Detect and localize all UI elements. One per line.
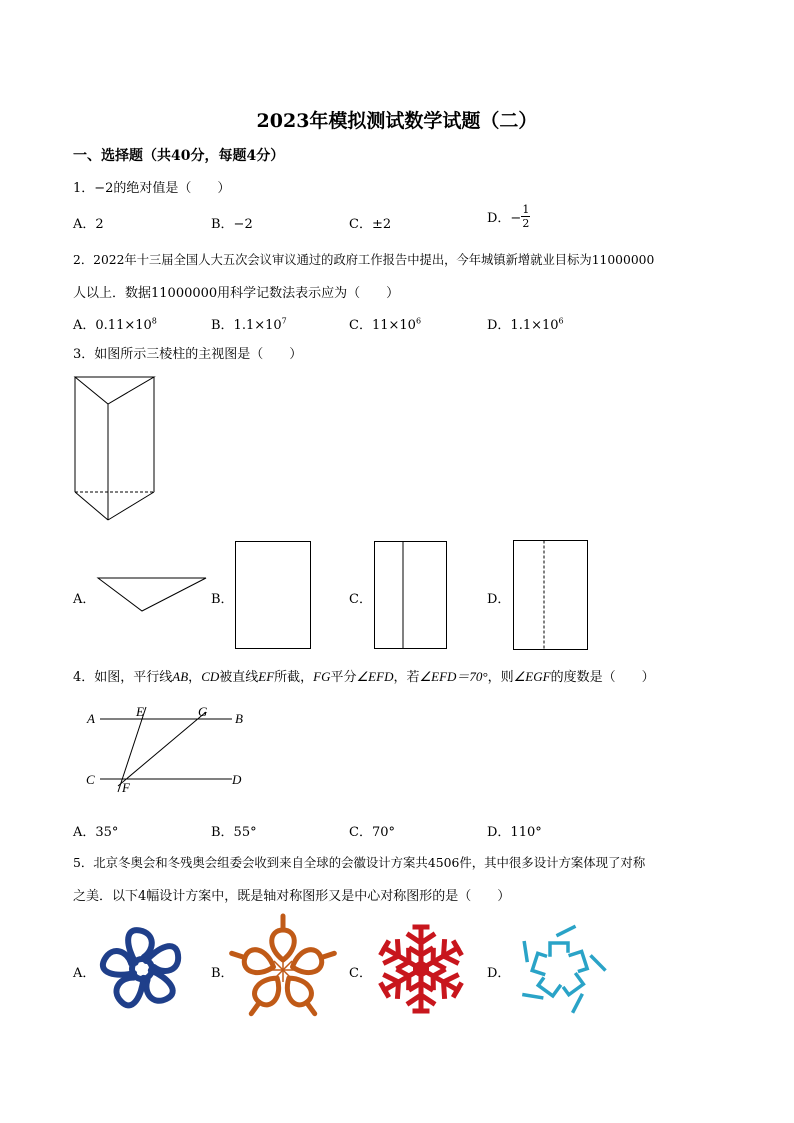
q1-option-d-fraction bbox=[521, 203, 530, 230]
point-label-c: C bbox=[86, 772, 95, 787]
fraction-denominator: 2 bbox=[522, 217, 530, 230]
q3-option-a-figure bbox=[96, 574, 208, 614]
q2-option-c-exp: 6 bbox=[415, 316, 422, 326]
q2-option-b-exp: 7 bbox=[281, 316, 287, 326]
q4-stem-text: 平分 bbox=[330, 670, 357, 685]
q4-stem-text: 的度数是（ ） bbox=[550, 670, 655, 685]
point-label-e: E bbox=[136, 704, 144, 719]
q3-option-d-figure bbox=[512, 539, 590, 651]
q5-option-d-emblem bbox=[512, 924, 608, 1014]
point-label-f: F bbox=[122, 780, 130, 795]
q4-stem-text: ， bbox=[188, 670, 202, 685]
q3-option-c-label: C． bbox=[349, 592, 372, 607]
q1-option-b: B．−2 bbox=[211, 217, 253, 232]
q1-option-d-prefix: D．− bbox=[487, 211, 522, 226]
q4-stem-text: 4．如图，平行线 bbox=[73, 670, 173, 685]
q1-option-c: C．±2 bbox=[349, 217, 392, 232]
q4-stem-text: ，则 bbox=[487, 670, 514, 685]
q3-option-c-figure bbox=[373, 540, 449, 650]
point-label-b: B bbox=[235, 711, 243, 726]
q4-var-ef: EF bbox=[258, 669, 275, 684]
q1-stem: 1．−2的绝对值是（ ） bbox=[73, 181, 231, 196]
q3-option-a-label: A． bbox=[73, 592, 96, 607]
point-label-g: G bbox=[198, 704, 208, 719]
q1-option-d bbox=[487, 203, 530, 230]
q4-stem bbox=[73, 666, 655, 685]
q3-stem: 3．如图所示三棱柱的主视图是（ ） bbox=[73, 347, 303, 362]
point-label-d: D bbox=[232, 772, 242, 787]
q2-option-a bbox=[73, 314, 157, 333]
q4-var-fg: FG bbox=[313, 669, 331, 684]
q3-option-b-figure bbox=[234, 540, 312, 650]
section-heading: 一、选择题（共40分，每题4分） bbox=[73, 148, 285, 164]
q4-option-b: B．55° bbox=[211, 825, 257, 840]
q2-option-d-exp: 6 bbox=[558, 316, 564, 326]
q2-option-a-base: A．0.11×10 bbox=[73, 318, 152, 333]
q5-option-a-emblem bbox=[96, 922, 188, 1016]
q1-option-a: A．2 bbox=[73, 217, 104, 232]
q2-stem-line2: 人以上．数据11000000用科学记数法表示应为（ ） bbox=[73, 286, 400, 301]
q5-option-b-emblem bbox=[234, 912, 332, 1024]
page-title: 2023年模拟测试数学试题（二） bbox=[256, 110, 538, 132]
q2-option-a-exp: 8 bbox=[151, 316, 157, 326]
q4-stem-text: 所截， bbox=[274, 670, 314, 685]
q2-option-c-base: C．11×10 bbox=[349, 318, 416, 333]
prism-top-face bbox=[75, 377, 154, 404]
q2-option-b bbox=[211, 314, 287, 333]
point-label-a: A bbox=[87, 711, 95, 726]
q4-var-ab: AB bbox=[172, 669, 189, 684]
q2-stem-line1: 2．2022年十三届全国人大五次会议审议通过的政府工作报告中提出，今年城镇新增就业目标为11000000 bbox=[73, 253, 655, 267]
q4-stem-text: ，若 bbox=[393, 670, 420, 685]
q2-option-c bbox=[349, 314, 421, 333]
parallel-lines-figure bbox=[80, 700, 260, 800]
q4-angle-egf: ∠EGF bbox=[513, 669, 551, 684]
q4-stem-text: 被直线 bbox=[219, 670, 259, 685]
q4-var-cd: CD bbox=[201, 669, 220, 684]
q3-option-d-label: D． bbox=[487, 592, 511, 607]
q4-angle-condition: ∠EFD＝70° bbox=[419, 669, 488, 684]
q4-option-d: D．110° bbox=[487, 825, 542, 840]
q5-option-c-emblem bbox=[374, 922, 468, 1016]
q4-angle-efd: ∠EFD bbox=[356, 669, 394, 684]
q5-option-c-label: C． bbox=[349, 966, 372, 981]
q5-stem-line1: 5．北京冬奥会和冬残奥会组委会收到来自全球的会徽设计方案共4506件，其中很多设计方案体现了对称 bbox=[73, 855, 646, 870]
q5-option-a-label: A． bbox=[73, 966, 96, 981]
q4-option-c: C．70° bbox=[349, 825, 395, 840]
fraction-numerator: 1 bbox=[522, 203, 530, 216]
q2-option-d bbox=[487, 314, 564, 333]
q2-option-d-base: D．1.1×10 bbox=[487, 318, 559, 333]
q5-option-b-label: B． bbox=[211, 966, 234, 981]
q2-option-b-base: B．1.1×10 bbox=[211, 318, 282, 333]
q5-stem-line2: 之美．以下4幅设计方案中，既是轴对称图形又是中心对称图形的是（ ） bbox=[73, 889, 511, 904]
q4-option-a: A．35° bbox=[73, 825, 119, 840]
q5-option-d-label: D． bbox=[487, 966, 511, 981]
q3-option-b-label: B． bbox=[211, 592, 234, 607]
triangular-prism-figure bbox=[70, 372, 160, 524]
